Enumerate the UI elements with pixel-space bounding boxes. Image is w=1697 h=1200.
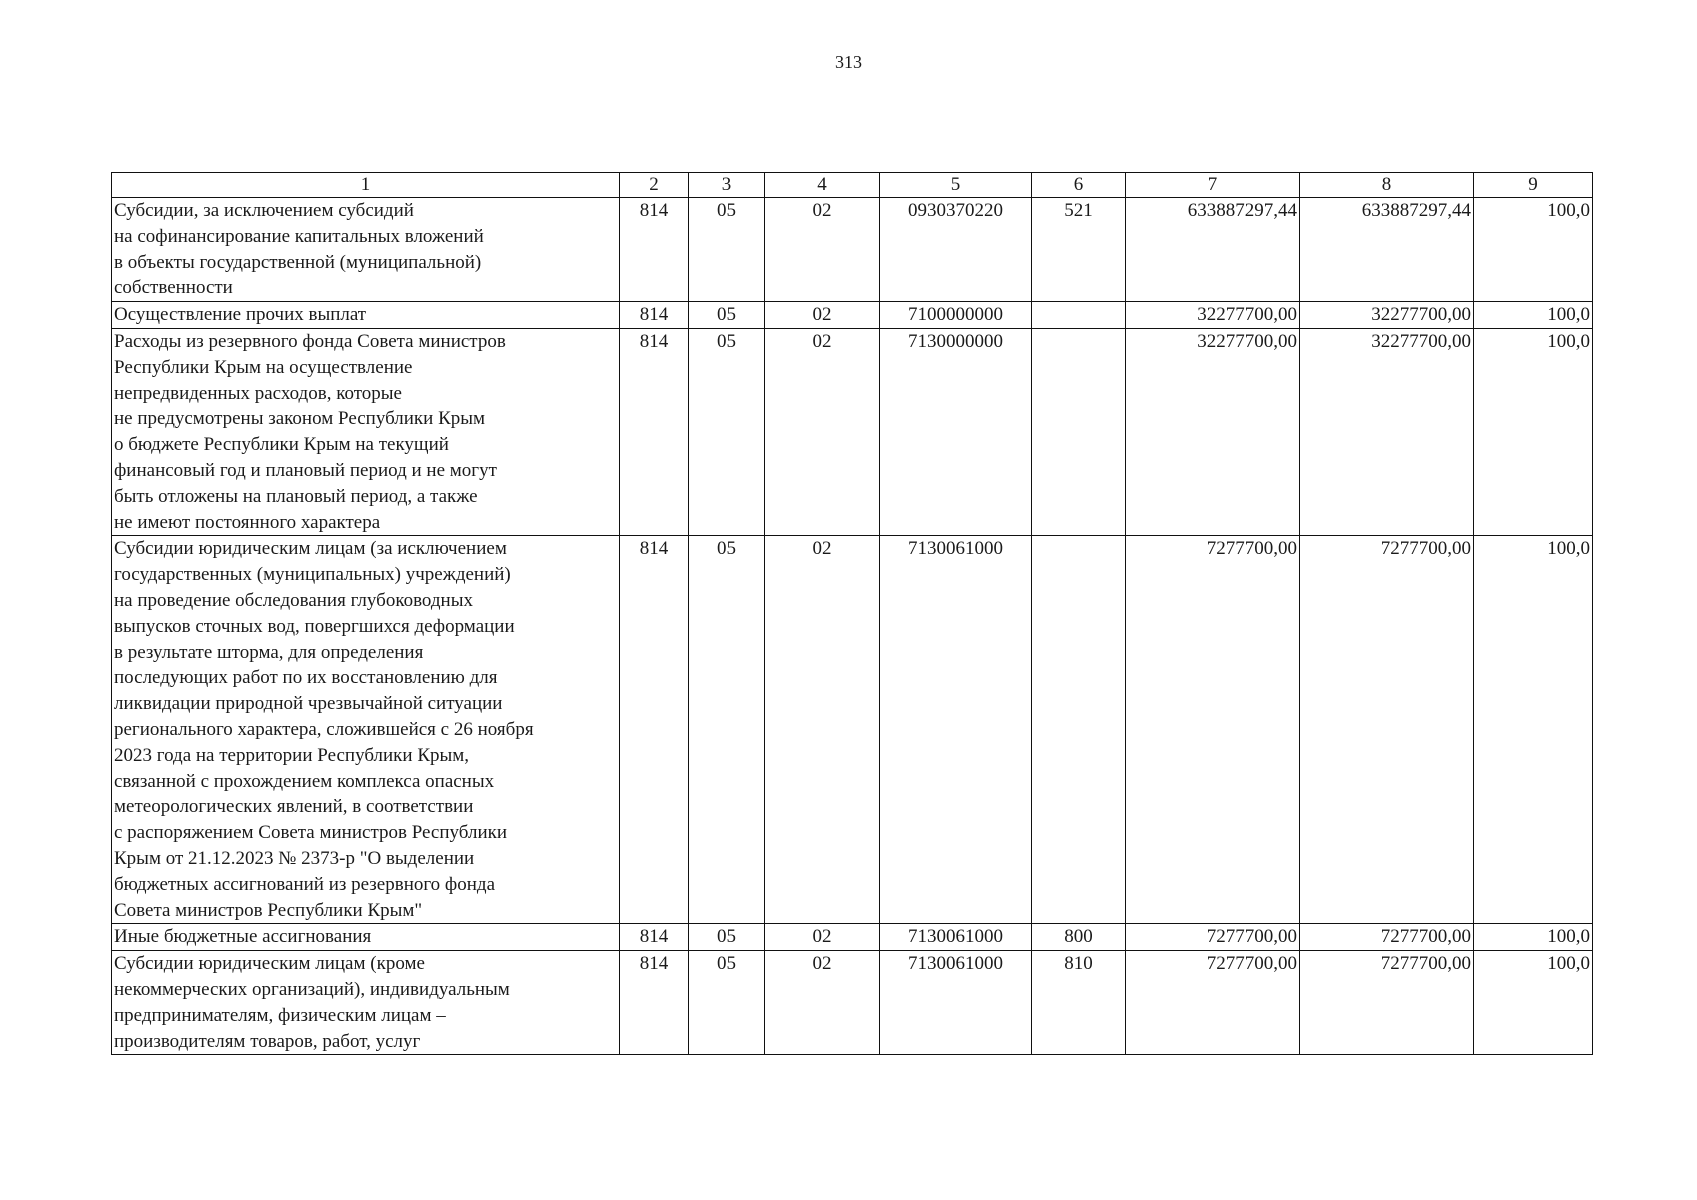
ministry-code: 814 (620, 302, 689, 329)
ministry-code: 814 (620, 924, 689, 951)
column-header: 6 (1032, 173, 1126, 198)
target-article-code: 7130061000 (880, 951, 1032, 1055)
table-row (112, 328, 1593, 535)
expense-name: Субсидии юридическим лицам (за исключением государственных (муниципальных) учреждений) на проведение обследования глубоководных выпусков сточных вод, повергшихся деформации в результате шторма, для определения последующих работ по их восстановлению для ликвидации природной чрезвычайной ситуации регионального характера, сложившейся с 26 ноября 2023 года на территории Республики Крым, связанной с прохождением комплекса опасных метеорологических явлений, в соответствии с распоряжением Совета министров Республики Крым от 21.12.2023 № 2373-р "О выделении бюджетных ассигнований из резервного фонда Совета министров Республики Крым" (112, 536, 620, 924)
expense-name: Субсидии юридическим лицам (кроме некоммерческих организаций), индивидуальным предпринимателям, физическим лицам – производителям товаров, работ, услуг (112, 951, 620, 1055)
ministry-code: 814 (620, 536, 689, 924)
table-row (112, 951, 1593, 1055)
subsection-code: 02 (765, 198, 880, 302)
planned-amount: 7277700,00 (1126, 924, 1300, 951)
executed-amount: 7277700,00 (1300, 951, 1474, 1055)
subsection-code: 02 (765, 951, 880, 1055)
planned-amount: 32277700,00 (1126, 302, 1300, 329)
expense-name: Субсидии, за исключением субсидий на софинансирование капитальных вложений в объекты государственной (муниципальной) собственности (112, 198, 620, 302)
section-code: 05 (689, 328, 765, 535)
section-code: 05 (689, 198, 765, 302)
subsection-code: 02 (765, 328, 880, 535)
budget-table (111, 172, 1593, 1055)
header-row (112, 173, 1593, 198)
expense-type-code (1032, 302, 1126, 329)
column-header: 3 (689, 173, 765, 198)
column-header: 7 (1126, 173, 1300, 198)
expense-type-code: 810 (1032, 951, 1126, 1055)
target-article-code: 7130061000 (880, 536, 1032, 924)
executed-amount: 7277700,00 (1300, 536, 1474, 924)
table-row (112, 924, 1593, 951)
executed-amount: 633887297,44 (1300, 198, 1474, 302)
column-header: 4 (765, 173, 880, 198)
planned-amount: 7277700,00 (1126, 536, 1300, 924)
expense-type-code: 521 (1032, 198, 1126, 302)
planned-amount: 633887297,44 (1126, 198, 1300, 302)
planned-amount: 7277700,00 (1126, 951, 1300, 1055)
target-article-code: 7100000000 (880, 302, 1032, 329)
expense-type-code (1032, 536, 1126, 924)
expense-name: Иные бюджетные ассигнования (112, 924, 620, 951)
section-code: 05 (689, 924, 765, 951)
execution-percent: 100,0 (1474, 328, 1593, 535)
column-header: 5 (880, 173, 1032, 198)
executed-amount: 32277700,00 (1300, 328, 1474, 535)
column-header: 1 (112, 173, 620, 198)
executed-amount: 7277700,00 (1300, 924, 1474, 951)
execution-percent: 100,0 (1474, 951, 1593, 1055)
execution-percent: 100,0 (1474, 536, 1593, 924)
ministry-code: 814 (620, 951, 689, 1055)
planned-amount: 32277700,00 (1126, 328, 1300, 535)
section-code: 05 (689, 951, 765, 1055)
section-code: 05 (689, 536, 765, 924)
execution-percent: 100,0 (1474, 924, 1593, 951)
expense-type-code (1032, 328, 1126, 535)
target-article-code: 7130000000 (880, 328, 1032, 535)
page-number: 313 (835, 52, 862, 72)
table-row (112, 536, 1593, 924)
column-header: 9 (1474, 173, 1593, 198)
expense-type-code: 800 (1032, 924, 1126, 951)
expense-name: Расходы из резервного фонда Совета министров Республики Крым на осуществление непредвиденных расходов, которые не предусмотрены законом Республики Крым о бюджете Республики Крым на текущий финансовый год и плановый период и не могут быть отложены на плановый период, а также не имеют постоянного характера (112, 328, 620, 535)
column-header: 2 (620, 173, 689, 198)
execution-percent: 100,0 (1474, 198, 1593, 302)
table-row (112, 198, 1593, 302)
execution-percent: 100,0 (1474, 302, 1593, 329)
section-code: 05 (689, 302, 765, 329)
column-header: 8 (1300, 173, 1474, 198)
target-article-code: 0930370220 (880, 198, 1032, 302)
ministry-code: 814 (620, 328, 689, 535)
executed-amount: 32277700,00 (1300, 302, 1474, 329)
subsection-code: 02 (765, 536, 880, 924)
ministry-code: 814 (620, 198, 689, 302)
expense-name: Осуществление прочих выплат (112, 302, 620, 329)
target-article-code: 7130061000 (880, 924, 1032, 951)
subsection-code: 02 (765, 302, 880, 329)
subsection-code: 02 (765, 924, 880, 951)
table-row (112, 302, 1593, 329)
